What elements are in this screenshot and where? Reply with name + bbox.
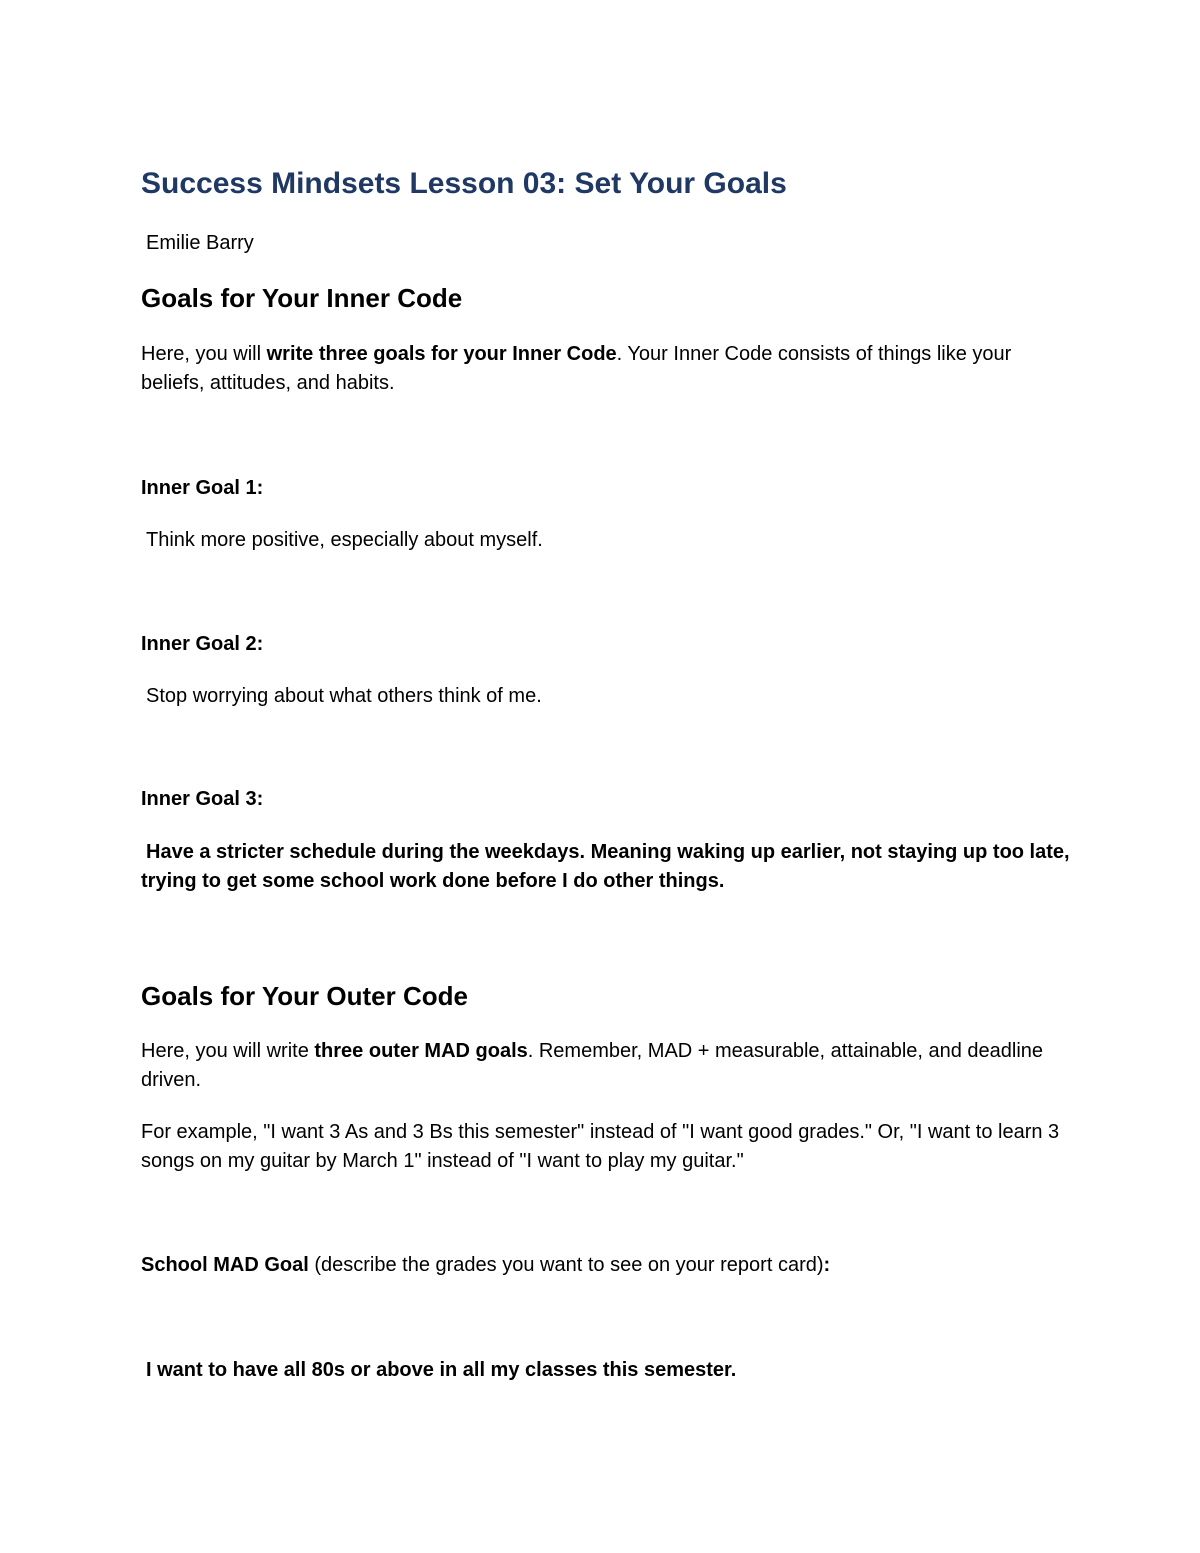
inner-code-intro — [141, 340, 1071, 398]
outer-code-example: For example, "I want 3 As and 3 Bs this semester" instead of "I want good grades." Or, "I want to learn 3 songs on my guitar by March 1" instead of "I want to play my guitar." — [141, 1121, 1060, 1172]
inner-intro-prefix: Here, you will — [141, 343, 267, 365]
outer-intro-prefix: Here, you will write — [141, 1040, 315, 1062]
school-mad-goal-prompt — [141, 1252, 830, 1278]
outer-intro-bold: three outer MAD goals — [314, 1040, 528, 1062]
school-goal-label: School MAD Goal — [141, 1254, 309, 1276]
inner-goal-3-answer-text: Have a stricter schedule during the weekdays. Meaning waking up earlier, not staying up too late, trying to get some school work done before I do other things. — [141, 841, 1070, 892]
page-title: Success Mindsets Lesson 03: Set Your Goals — [141, 167, 787, 200]
inner-goal-1-answer: Think more positive, especially about myself. — [146, 529, 543, 551]
inner-goal-1-label: Inner Goal 1: — [141, 477, 264, 499]
inner-intro-bold: write three goals for your Inner Code — [266, 343, 617, 365]
inner-intro-suffix: . Your Inner Code consists of things like your beliefs, attitudes, and habits. — [141, 343, 1012, 394]
outer-code-intro — [141, 1037, 1071, 1095]
inner-code-heading: Goals for Your Inner Code — [141, 283, 463, 313]
school-goal-desc: (describe the grades you want to see on your report card) — [308, 1254, 824, 1276]
school-goal-answer: I want to have all 80s or above in all my classes this semester. — [146, 1359, 737, 1381]
outer-intro-suffix: . Remember, MAD + measurable, attainable, and deadline driven. — [141, 1040, 1044, 1091]
inner-goal-2-label: Inner Goal 2: — [141, 633, 264, 655]
inner-goal-2-answer: Stop worrying about what others think of me. — [146, 685, 542, 707]
school-goal-colon: : — [823, 1254, 831, 1276]
inner-goal-3-label: Inner Goal 3: — [141, 788, 264, 810]
inner-goal-3-answer — [141, 838, 1071, 896]
outer-code-heading: Goals for Your Outer Code — [141, 981, 468, 1011]
author-name: Emilie Barry — [146, 232, 254, 254]
